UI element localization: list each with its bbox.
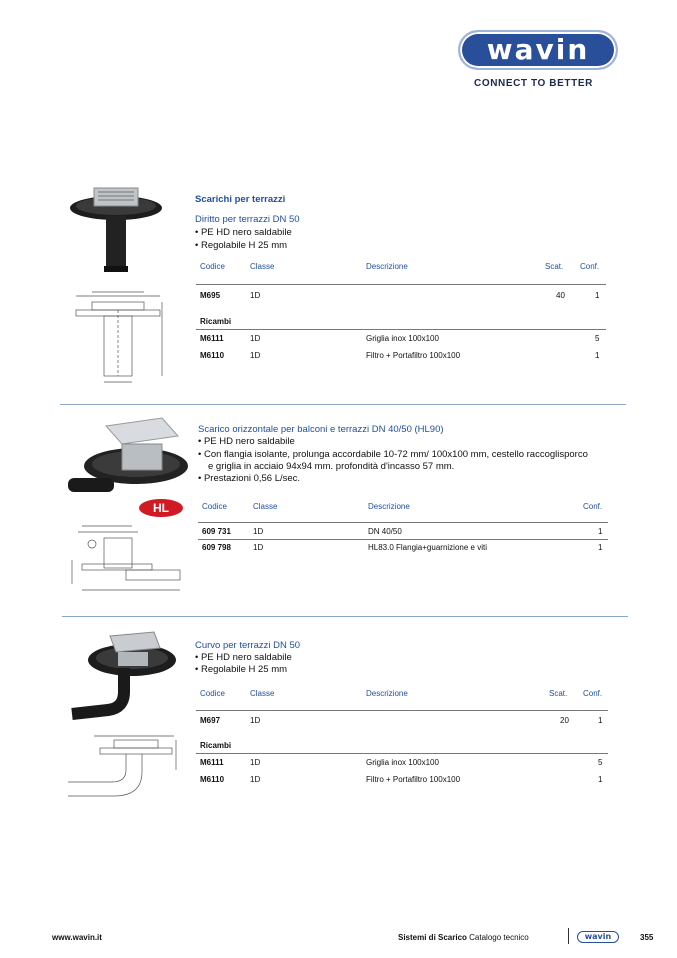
bullet: • Prestazioni 0,56 L/sec. (198, 473, 301, 484)
table-rule (198, 522, 608, 523)
cell-code: 609 798 (202, 543, 231, 552)
table-rule (196, 329, 606, 330)
col-header: Conf. (580, 262, 600, 271)
cell-scat: 40 (556, 291, 565, 300)
table-rule (196, 710, 608, 711)
cell-code: M695 (200, 291, 221, 300)
curved-drain-drawing (64, 730, 184, 802)
cell-scat: 20 (560, 716, 569, 725)
cell-conf: 1 (598, 527, 603, 536)
cell-classe: 1D (250, 716, 261, 725)
cell-conf: 1 (595, 291, 600, 300)
cell-descr: Filtro + Portafiltro 100x100 (366, 351, 461, 360)
straight-drain-drawing (72, 288, 172, 386)
cell-conf: 5 (595, 334, 600, 343)
bullet: • PE HD nero saldabile (195, 652, 292, 663)
straight-drain-photo (66, 182, 166, 274)
section-divider (62, 616, 628, 617)
cell-classe: 1D (253, 527, 264, 536)
cell-descr: Filtro + Portafiltro 100x100 (366, 775, 461, 784)
hl-badge-text: HL (153, 501, 169, 515)
cell-classe: 1D (250, 351, 261, 360)
hl-badge (138, 498, 184, 518)
bullet: • PE HD nero saldabile (198, 436, 295, 447)
table-rule (196, 753, 608, 754)
footer-separator (568, 928, 569, 944)
col-header: Conf. (583, 502, 603, 511)
col-header: Classe (250, 262, 275, 271)
cell-descr: Griglia inox 100x100 (366, 758, 439, 767)
cell-classe: 1D (250, 775, 261, 784)
cell-code: M6111 (200, 758, 224, 767)
footer-catalog-bold: Sistemi di Scarico (398, 933, 467, 942)
cell-descr: Griglia inox 100x100 (366, 334, 439, 343)
footer-catalog-rest: Catalogo tecnico (466, 933, 529, 942)
col-header: Descrizione (366, 689, 408, 698)
cell-descr: DN 40/50 (368, 527, 402, 536)
footer-catalog (398, 933, 529, 942)
cell-classe: 1D (250, 758, 261, 767)
col-header: Conf. (583, 689, 603, 698)
cell-code: 609 731 (202, 527, 231, 536)
col-header: Codice (200, 262, 225, 271)
col-header: Classe (250, 689, 275, 698)
wavin-logo (458, 30, 618, 70)
col-header: Scat. (549, 689, 568, 698)
curved-drain-photo (62, 628, 180, 720)
col-header: Codice (202, 502, 227, 511)
cell-code: M697 (200, 716, 221, 725)
col-header: Scat. (545, 262, 564, 271)
spares-label: Ricambi (200, 741, 232, 750)
section-heading: Scarichi per terrazzi (195, 194, 286, 205)
bullet-continuation: e griglia in acciaio 94x94 mm. profondità d'incasso 57 mm. (208, 461, 455, 472)
bullet: • Regolabile H 25 mm (195, 240, 288, 251)
tagline: CONNECT TO BETTER (474, 78, 593, 89)
col-header: Codice (200, 689, 225, 698)
cell-classe: 1D (250, 291, 261, 300)
cell-conf: 1 (598, 775, 603, 784)
cell-classe: 1D (250, 334, 261, 343)
cell-conf: 5 (598, 758, 603, 767)
section-divider (60, 404, 626, 405)
cell-descr: HL83.0 Flangia+guarnizione e viti (368, 543, 487, 552)
page-number: 355 (640, 933, 654, 942)
cell-code: M6110 (200, 351, 225, 360)
cell-conf: 1 (598, 716, 603, 725)
col-header: Descrizione (366, 262, 408, 271)
cell-code: M6111 (200, 334, 224, 343)
col-header: Descrizione (368, 502, 410, 511)
footer-website[interactable]: www.wavin.it (52, 933, 102, 942)
product-subtitle: Scarico orizzontale per balconi e terrazzi DN 40/50 (HL90) (198, 424, 444, 435)
cell-code: M6110 (200, 775, 225, 784)
bullet: • Regolabile H 25 mm (195, 664, 288, 675)
cell-conf: 1 (595, 351, 600, 360)
horizontal-drain-photo (62, 414, 190, 510)
product-subtitle: Curvo per terrazzi DN 50 (195, 640, 301, 651)
logo-text: wavin (486, 33, 590, 66)
footer-wavin-logo: wavin (577, 931, 619, 943)
cell-conf: 1 (598, 543, 603, 552)
bullet: • PE HD nero saldabile (195, 227, 292, 238)
table-rule (198, 539, 608, 540)
col-header: Classe (253, 502, 278, 511)
product-subtitle: Diritto per terrazzi DN 50 (195, 214, 300, 225)
cell-classe: 1D (253, 543, 264, 552)
horizontal-drain-drawing (68, 520, 190, 598)
bullet: • Con flangia isolante, prolunga accordabile 10-72 mm/ 100x100 mm, cestello raccoglisporco (198, 449, 588, 460)
table-rule (196, 284, 606, 285)
spares-label: Ricambi (200, 317, 232, 326)
